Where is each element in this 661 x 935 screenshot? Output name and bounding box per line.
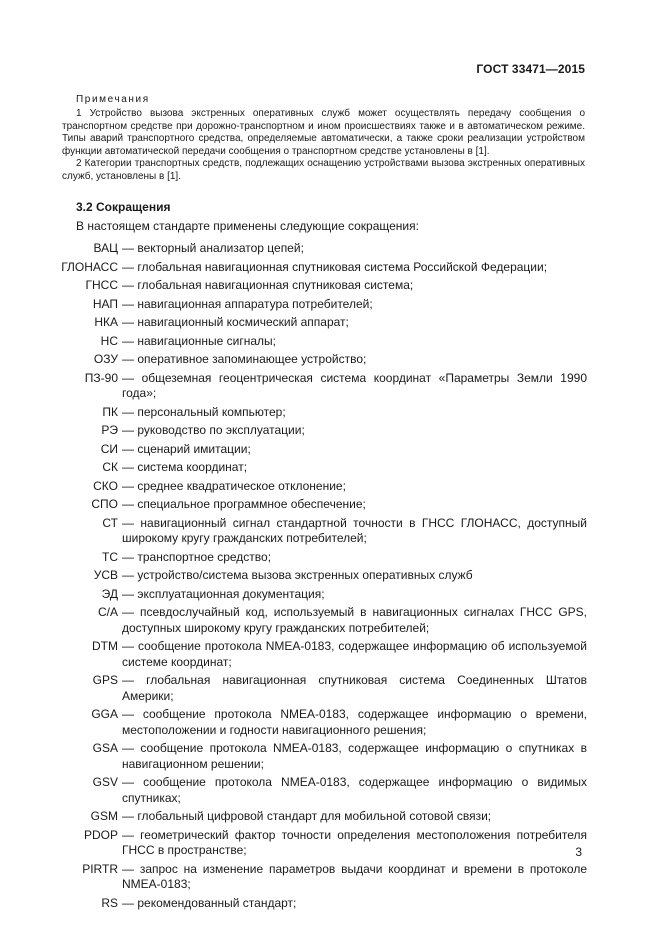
abbreviation-term: УСВ <box>93 568 118 582</box>
abbreviation-definition-text: руководство по эксплуатации; <box>137 423 305 437</box>
abbreviation-term: GSA <box>92 741 118 755</box>
abbreviation-definition <box>118 587 587 603</box>
abbreviation-term: СК <box>102 460 118 474</box>
abbreviation-dash: — <box>122 497 134 511</box>
abbreviation-definition <box>118 423 587 439</box>
abbreviation-row <box>0 775 661 806</box>
abbreviation-term: ГЛОНАСС <box>61 259 118 274</box>
abbreviation-definition <box>118 775 587 806</box>
abbreviation-definition-text: персональный компьютер; <box>137 404 286 419</box>
abbreviation-term: ТС <box>102 549 118 564</box>
abbreviation-definition-text: система координат; <box>137 460 248 474</box>
abbreviation-definition-text: сообщение протокола NMEA-0183, содержащее информацию о времени, местоположении и годности навигационного решения; <box>122 707 587 737</box>
abbreviation-definition <box>118 497 587 513</box>
abbreviation-definition-text: среднее квадратическое отклонение; <box>137 478 346 493</box>
abbreviation-dash: — <box>122 809 134 823</box>
abbreviation-dash: — <box>122 315 134 329</box>
abbreviation-definition <box>118 896 587 912</box>
abbreviation-term: C/A <box>97 605 118 619</box>
abbreviation-row <box>0 741 661 772</box>
abbreviation-term: ЭД <box>101 586 118 601</box>
abbreviation-definition <box>118 334 587 350</box>
abbreviation-definition <box>118 241 587 257</box>
abbreviation-row <box>0 442 661 458</box>
abbreviation-term: РЭ <box>101 423 118 437</box>
abbreviation-definition-text: навигационные сигналы; <box>137 333 276 348</box>
abbreviation-row <box>0 828 661 859</box>
abbreviation-dash: — <box>122 515 134 530</box>
abbreviation-row <box>0 315 661 331</box>
abbreviation-row <box>0 707 661 738</box>
abbreviation-dash: — <box>122 478 134 493</box>
abbreviation-definition-text: общеземная геоцентрическая система координат «Параметры Земли 1990 года»; <box>122 370 587 400</box>
notes-title: Примечания <box>76 94 150 105</box>
abbreviation-term: GSV <box>92 775 118 789</box>
abbreviation-term: RS <box>101 895 118 910</box>
abbreviation-definition-text: глобальная навигационная спутниковая система Российской Федерации; <box>137 259 548 274</box>
abbreviation-definition <box>118 639 587 670</box>
abbreviation-definition-text: специальное программное обеспечение; <box>137 497 366 511</box>
abbreviation-term: GSM <box>90 809 118 823</box>
abbreviation-row <box>0 605 661 636</box>
note-1-text: 1 Устройство вызова экстренных оперативных служб может осуществлять передачу сообщения о транспортном средстве при дорожно-транспортном и ином происшествиях также и в автоматическом режиме. Типы аварий транспортного средства, определяемые автоматически, а также сроки реализации устройством функции автоматической передачи сообщения о транспортном средстве установлены в [1]. <box>62 108 585 157</box>
abbreviation-term: GPS <box>92 673 118 687</box>
abbreviation-row <box>0 550 661 566</box>
abbreviation-dash: — <box>122 278 134 292</box>
page-number: 3 <box>575 845 582 859</box>
abbreviation-definition-text: транспортное средство; <box>137 549 272 564</box>
abbreviation-row <box>0 278 661 294</box>
abbreviation-term: ПК <box>102 404 118 419</box>
abbreviation-definition-text: запрос на изменение параметров выдачи координат и времени в протоколе NMEA-0183; <box>122 861 587 891</box>
abbreviation-definition <box>118 315 587 331</box>
abbreviation-term: ВАЦ <box>93 241 118 255</box>
abbreviation-row <box>0 423 661 439</box>
abbreviation-row <box>0 809 661 825</box>
abbreviation-definition-text: сценарий имитации; <box>137 441 251 456</box>
abbreviation-definition-text: глобальная навигационная спутниковая система Соединенных Штатов Америки; <box>122 673 587 703</box>
abbreviation-definition-text: навигационный космический аппарат; <box>137 315 349 329</box>
document-standard-id: ГОСТ 33471—2015 <box>476 62 585 76</box>
abbreviation-definition <box>118 297 587 313</box>
abbreviation-definition <box>118 809 587 825</box>
abbreviation-dash: — <box>122 827 134 842</box>
abbreviation-row <box>0 497 661 513</box>
abbreviation-term: PDOP <box>83 827 118 842</box>
abbreviation-row <box>0 334 661 350</box>
abbreviation-definition-text: глобальная навигационная спутниковая система; <box>137 278 414 292</box>
abbreviation-row <box>0 405 661 421</box>
abbreviation-definition <box>118 605 587 636</box>
abbreviation-definition-text: геометрический фактор точности определения местоположения потребителя ГНСС в пространстве; <box>122 827 588 857</box>
abbreviation-term: СКО <box>93 478 118 493</box>
abbreviation-definition <box>118 405 587 421</box>
abbreviation-definition <box>118 260 587 276</box>
abbreviation-row <box>0 460 661 476</box>
abbreviation-definition <box>118 371 587 402</box>
abbreviation-row <box>0 568 661 584</box>
abbreviation-row <box>0 896 661 912</box>
abbreviation-dash: — <box>122 259 134 274</box>
abbreviation-definition <box>118 516 587 547</box>
abbreviation-term: СТ <box>102 515 118 530</box>
abbreviation-definition <box>118 442 587 458</box>
abbreviation-definition <box>118 673 587 704</box>
abbreviation-dash: — <box>122 352 134 366</box>
abbreviation-row <box>0 479 661 495</box>
abbreviation-row <box>0 673 661 704</box>
abbreviation-list <box>0 241 661 914</box>
abbreviation-definition-text: навигационная аппаратура потребителей; <box>137 296 373 311</box>
abbreviation-definition-text: векторный анализатор цепей; <box>137 241 304 255</box>
abbreviation-definition-text: сообщение протокола NMEA-0183, содержащее информацию о спутниках в навигационном решении; <box>122 741 588 771</box>
abbreviation-dash: — <box>122 895 134 910</box>
abbreviation-row <box>0 516 661 547</box>
abbreviation-term: DTM <box>92 639 118 653</box>
abbreviation-term: НС <box>100 333 118 348</box>
abbreviation-definition <box>118 479 587 495</box>
abbreviation-definition-text: глобальный цифровой стандарт для мобильной сотовой связи; <box>137 809 492 823</box>
abbreviation-definition <box>118 707 587 738</box>
abbreviation-term: GGA <box>91 707 118 721</box>
abbreviation-dash: — <box>122 404 134 419</box>
abbreviation-row <box>0 371 661 402</box>
abbreviation-row <box>0 862 661 893</box>
section-title: 3.2 Сокращения <box>76 200 171 214</box>
abbreviation-definition-text: эксплуатационная документация; <box>137 586 325 601</box>
abbreviation-dash: — <box>122 333 134 348</box>
abbreviation-row <box>0 260 661 276</box>
abbreviation-definition <box>118 352 587 368</box>
abbreviation-row <box>0 352 661 368</box>
abbreviation-definition-text: псевдослучайный код, используемый в навигационных сигналах ГНСС GPS, доступных широкому кругу гражданских потребителей; <box>122 605 587 635</box>
abbreviation-dash: — <box>122 775 134 789</box>
abbreviation-term: НКА <box>94 315 118 329</box>
abbreviation-term: ОЗУ <box>93 352 118 366</box>
abbreviation-dash: — <box>122 370 134 385</box>
abbreviation-definition <box>118 460 587 476</box>
abbreviation-term: СИ <box>100 441 118 456</box>
abbreviation-dash: — <box>122 586 134 601</box>
abbreviation-dash: — <box>122 441 134 456</box>
abbreviation-dash: — <box>122 568 134 582</box>
abbreviation-dash: — <box>122 423 134 437</box>
abbreviation-definition-text: сообщение протокола NMEA-0183, содержащее информацию об используемой системе координат; <box>122 639 587 669</box>
abbreviation-dash: — <box>122 707 134 721</box>
abbreviation-dash: — <box>122 861 134 876</box>
note-2-text: 2 Категории транспортных средств, подлежащих оснащению устройствами вызова экстренных оперативных служб, установлены в [1]. <box>62 158 585 182</box>
abbreviation-dash: — <box>122 605 134 619</box>
abbreviation-row <box>0 639 661 670</box>
abbreviation-definition <box>118 568 587 584</box>
abbreviation-dash: — <box>122 639 134 653</box>
abbreviation-definition <box>118 828 587 859</box>
abbreviation-term: ПЗ-90 <box>84 370 118 385</box>
abbreviation-definition-text: рекомендованный стандарт; <box>137 895 297 910</box>
abbreviation-definition <box>118 741 587 772</box>
abbreviation-term: НАП <box>92 296 118 311</box>
abbreviation-term: PIRTR <box>82 861 118 876</box>
abbreviation-dash: — <box>122 296 134 311</box>
abbreviation-dash: — <box>122 241 134 255</box>
abbreviation-row <box>0 297 661 313</box>
abbreviation-row <box>0 587 661 603</box>
abbreviation-dash: — <box>122 549 134 564</box>
abbreviation-dash: — <box>122 460 134 474</box>
abbreviation-row <box>0 241 661 257</box>
abbreviation-definition-text: навигационный сигнал стандартной точности в ГНСС ГЛОНАСС, доступный широкому кругу гражданских потребителей; <box>122 515 587 545</box>
note-2 <box>62 158 585 183</box>
abbreviation-definition <box>118 550 587 566</box>
abbreviation-definition-text: сообщение протокола NMEA-0183, содержащее информацию о видимых спутниках; <box>122 775 587 805</box>
section-intro: В настоящем стандарте применены следующие сокращения: <box>76 219 419 233</box>
abbreviation-definition <box>118 862 587 893</box>
note-1 <box>62 108 585 158</box>
abbreviation-term: ГНСС <box>85 278 118 292</box>
abbreviation-definition-text: устройство/система вызова экстренных оперативных служб <box>137 568 473 582</box>
abbreviation-definition <box>118 278 587 294</box>
abbreviation-dash: — <box>122 673 134 687</box>
abbreviation-definition-text: оперативное запоминающее устройство; <box>137 352 367 366</box>
abbreviation-dash: — <box>122 741 134 755</box>
abbreviation-term: СПО <box>91 497 118 511</box>
